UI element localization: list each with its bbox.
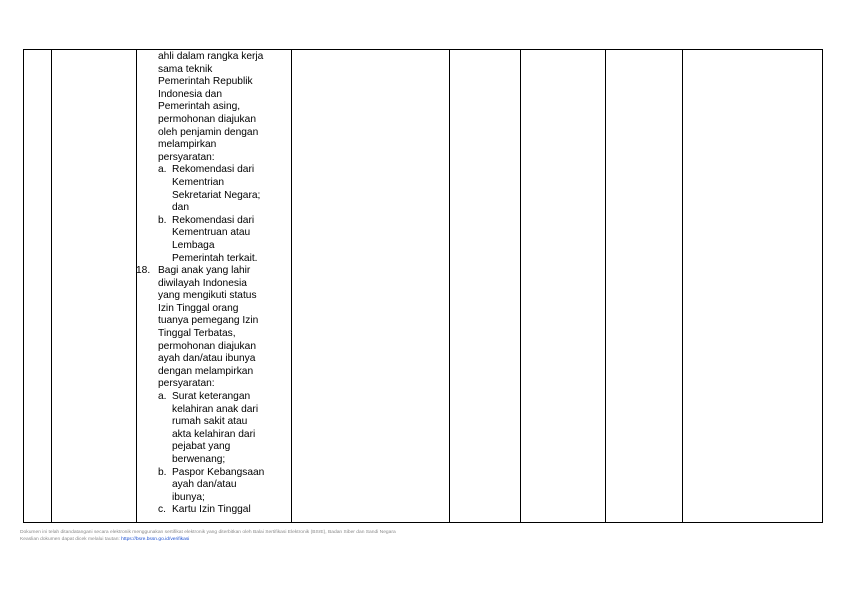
- verification-link[interactable]: https://bsre.bssn.go.id/verifikasi: [121, 537, 190, 543]
- text-line: Kementruan atau: [172, 227, 251, 239]
- text-line: ibunya;: [172, 491, 205, 503]
- text-line: persyaratan:: [158, 378, 215, 390]
- text-line: Pemerintah terkait.: [172, 252, 258, 264]
- list-marker: a.: [158, 391, 167, 403]
- list-item: [136, 215, 282, 265]
- text-line: tuanya pemegang Izin: [158, 315, 259, 327]
- text-line: Izin Tinggal orang: [158, 302, 239, 314]
- list-marker: b.: [158, 466, 167, 478]
- text-line: akta kelahiran dari: [172, 428, 256, 440]
- text-line: Sekretariat Negara;: [172, 189, 261, 201]
- text-line: dengan melampirkan: [158, 365, 254, 377]
- column-divider: [520, 50, 521, 522]
- text-line: pejabat yang: [172, 441, 231, 453]
- text-line: Tinggal Terbatas,: [158, 328, 236, 340]
- footer-verification: [20, 536, 396, 543]
- column-divider: [449, 50, 450, 522]
- text-line: Indonesia dan: [158, 88, 223, 100]
- footer-statement: Dokumen ini telah ditandatangani secara elektronik menggunakan sertifikat elektronik yang diterbitkan oleh Balai Sertifikasi Elektronik (BSrE), Badan Siber dan Sandi Negara: [20, 530, 396, 535]
- item-number: 18.: [136, 265, 151, 277]
- text-line: sama teknik: [158, 63, 213, 75]
- list-marker: a.: [158, 164, 167, 176]
- text-line: Kementrian: [172, 176, 225, 188]
- list-item: [136, 467, 282, 505]
- text-line: kelahiran anak dari: [172, 403, 259, 415]
- text-line: ahli dalam rangka kerja: [158, 51, 264, 62]
- requirements-cell: [136, 51, 282, 517]
- text-line: yang mengikuti status: [158, 290, 257, 302]
- signature-footer: [20, 529, 396, 544]
- text-line: Rekomendasi dari: [172, 164, 255, 176]
- column-divider: [291, 50, 292, 522]
- text-line: Paspor Kebangsaan: [172, 466, 265, 478]
- column-divider: [51, 50, 52, 522]
- list-item: [136, 391, 282, 467]
- text-line: oleh penjamin dengan: [158, 126, 259, 138]
- footer-verification-label: Keaslian dokumen dapat dicek melalui tautan:: [20, 537, 122, 543]
- text-line: Pemerintah asing,: [158, 101, 241, 113]
- text-line: dan: [172, 202, 189, 214]
- text-line: persyaratan:: [158, 151, 215, 163]
- document-table: [23, 49, 823, 523]
- list-marker: b.: [158, 214, 167, 226]
- list-item: [136, 504, 282, 517]
- text-line: ayah dan/atau ibunya: [158, 353, 256, 365]
- column-divider: [682, 50, 683, 522]
- list-item: [136, 164, 282, 214]
- text-line: permohonan diajukan: [158, 340, 256, 352]
- text-line: permohonan diajukan: [158, 113, 256, 125]
- text-line: melampirkan: [158, 139, 217, 151]
- continuation-text: [136, 51, 282, 164]
- text-line: Surat keterangan: [172, 391, 251, 403]
- text-line: diwilayah Indonesia: [158, 277, 247, 289]
- column-divider: [605, 50, 606, 522]
- text-line: Bagi anak yang lahir: [158, 265, 251, 277]
- text-line: Lembaga: [172, 239, 215, 251]
- text-line: Pemerintah Republik: [158, 76, 253, 88]
- list-marker: c.: [158, 504, 166, 516]
- text-line: Kartu Izin Tinggal: [172, 504, 251, 516]
- text-line: ayah dan/atau: [172, 479, 237, 491]
- text-line: berwenang;: [172, 454, 226, 465]
- text-line: rumah sakit atau: [172, 416, 248, 428]
- numbered-item-18: [136, 265, 282, 391]
- text-line: Rekomendasi dari: [172, 214, 255, 226]
